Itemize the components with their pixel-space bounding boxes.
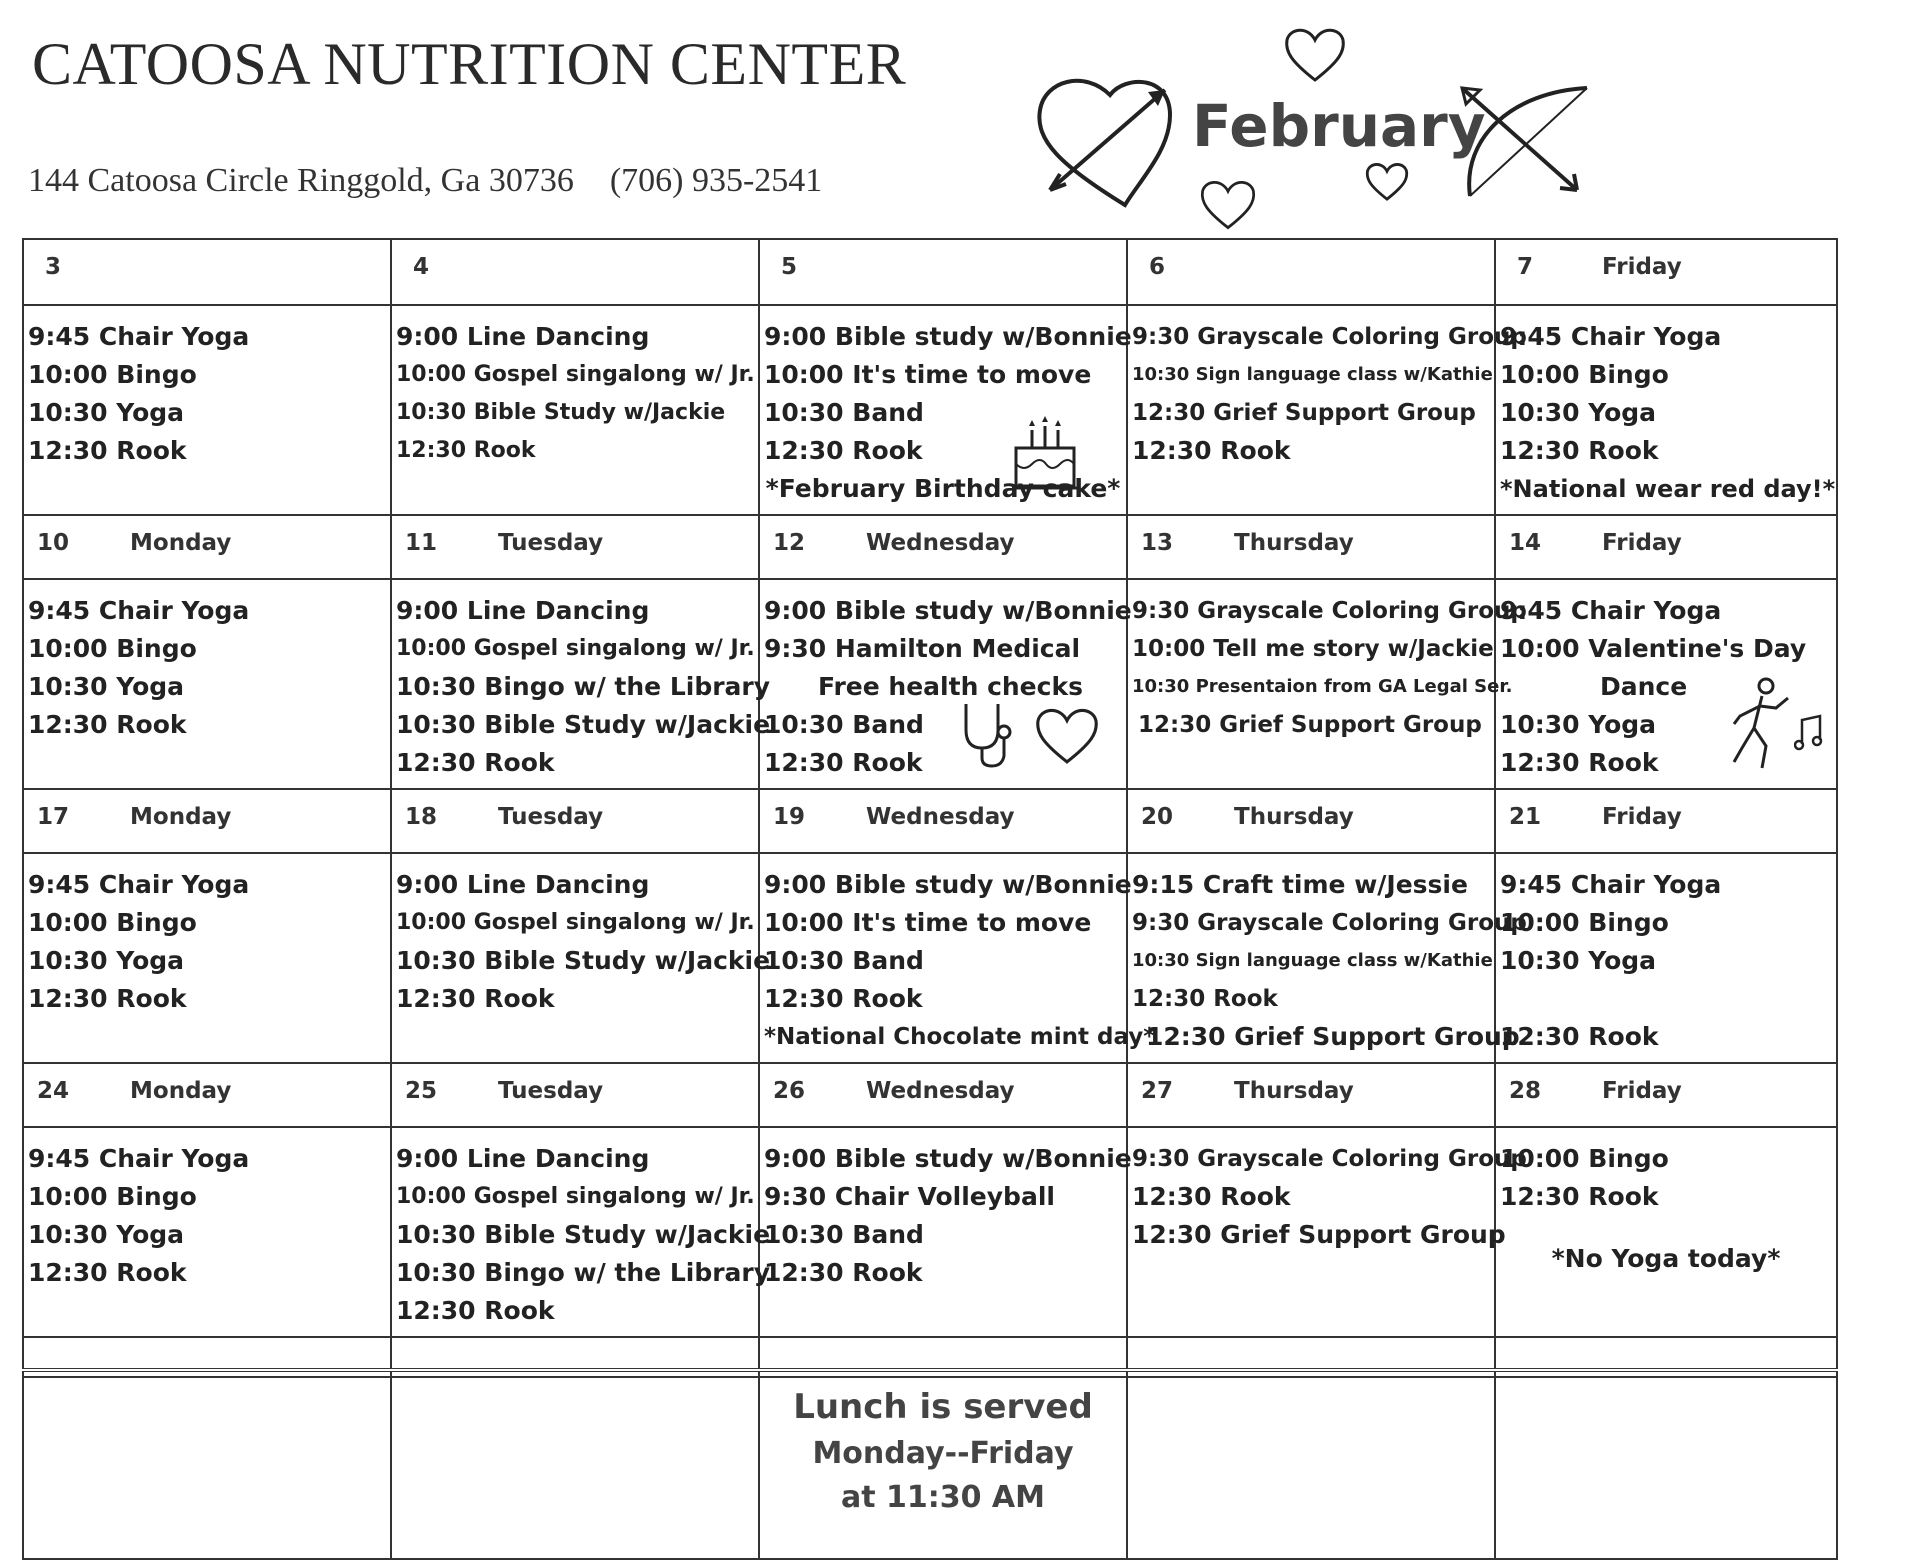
separator-row (23, 1370, 1837, 1377)
music-note-icon (1794, 714, 1824, 754)
week-header-row (23, 1063, 1837, 1127)
activity: 9:00 Bible study w/Bonnie (764, 1144, 1132, 1173)
heart-icon (1364, 160, 1410, 202)
activity: 10:30 Yoga (28, 946, 185, 975)
activity: 10:30 Band (764, 398, 924, 427)
heart-icon (1282, 24, 1348, 84)
activity: 12:30 Grief Support Group (1146, 1022, 1520, 1051)
blank-row (23, 1337, 1837, 1370)
activity: 12:30 Rook (1500, 748, 1659, 777)
day-header: 3 (23, 239, 391, 305)
day-header: 17 Monday (23, 789, 391, 853)
activity: 10:00 It's time to move (764, 908, 1092, 937)
day-header: 5 (759, 239, 1127, 305)
activity (1500, 1216, 1832, 1240)
activity: 10:30 Bingo w/ the Library (396, 1258, 771, 1287)
activity: 9:30 Hamilton Medical (764, 634, 1081, 663)
activity: 9:15 Craft time w/Jessie (1132, 870, 1468, 899)
activity: 12:30 Rook (764, 984, 923, 1013)
activity: 10:00 Bingo (1500, 1144, 1669, 1173)
bow-arrow-icon (1452, 78, 1602, 208)
day-note: *February Birthday cake* (765, 474, 1121, 503)
activity: 10:30 Bible Study w/Jackie (396, 400, 726, 425)
activity: 12:30 Rook (28, 436, 187, 465)
activity: 10:30 Sign language class w/Kathie (1132, 950, 1493, 971)
lunch-days: Monday--Friday (812, 1436, 1074, 1471)
activity: 9:30 Grayscale Coloring Group (1132, 598, 1527, 624)
activity: 10:30 Band (764, 1220, 924, 1249)
activity: 10:30 Band (764, 710, 924, 739)
day-header: 10 Monday (23, 515, 391, 579)
day-cell (759, 305, 1132, 515)
empty-cell (391, 1337, 759, 1370)
activity: 10:00 Tell me story w/Jackie (1132, 636, 1494, 662)
activity: Free health checks (818, 672, 1083, 701)
day-header: 12 Wednesday (759, 515, 1127, 579)
activity: 10:00 Bingo (28, 1182, 197, 1211)
week-header-row (23, 789, 1837, 853)
day-cell (23, 853, 391, 1063)
activity: 12:30 Rook (764, 1258, 923, 1287)
activity: 12:30 Rook (28, 984, 187, 1013)
activity: 9:45 Chair Yoga (1500, 596, 1722, 625)
activity: 12:30 Grief Support Group (1138, 712, 1482, 738)
empty-cell (1127, 1377, 1495, 1559)
heart-icon (1198, 176, 1258, 232)
lunch-time: at 11:30 AM (840, 1480, 1046, 1515)
activity: 12:30 Rook (396, 748, 555, 777)
activity: 9:45 Chair Yoga (28, 1144, 250, 1173)
day-cell (1495, 305, 1837, 515)
activity: 12:30 Rook (1500, 1022, 1659, 1051)
day-header: 20 Thursday (1127, 789, 1495, 853)
activity: 9:30 Grayscale Coloring Group (1132, 910, 1527, 936)
activity: 10:30 Band (764, 946, 924, 975)
activity: 9:00 Line Dancing (396, 870, 650, 899)
week-activities-row (23, 305, 1837, 515)
day-header: 28 Friday (1495, 1063, 1837, 1127)
activity: 10:00 Bingo (1500, 908, 1669, 937)
day-header: 24 Monday (23, 1063, 391, 1127)
lunch-cell (759, 1377, 1127, 1559)
activity: 10:00 Gospel singalong w/ Jr. (396, 362, 755, 387)
day-header: 13 Thursday (1127, 515, 1495, 579)
activity: 10:00 It's time to move (764, 360, 1092, 389)
activity: 10:30 Bible Study w/Jackie (396, 710, 771, 739)
activity: Dance (1600, 672, 1688, 701)
activity: 10:30 Yoga (28, 398, 185, 427)
activity: 10:00 Gospel singalong w/ Jr. (396, 636, 755, 661)
day-cell (1495, 853, 1837, 1063)
activity: 12:30 Rook (28, 710, 187, 739)
day-cell (1127, 305, 1527, 515)
day-cell (1495, 579, 1837, 789)
lunch-heading: Lunch is served (793, 1387, 1093, 1427)
activity: 12:30 Rook (396, 438, 536, 463)
day-header: 14 Friday (1495, 515, 1837, 579)
day-cell (391, 579, 771, 789)
activity: 10:00 Valentine's Day (1500, 634, 1807, 663)
activity: 12:30 Rook (1132, 986, 1278, 1012)
empty-cell (1127, 1337, 1495, 1370)
calendar-grid (22, 238, 1838, 1560)
street-address: 144 Catoosa Circle Ringgold, Ga 30736 (28, 162, 574, 199)
month-title: February (1192, 92, 1486, 160)
empty-cell (23, 1337, 391, 1370)
empty-cell (391, 1377, 759, 1559)
dancer-icon (1732, 676, 1792, 772)
week-activities-row (23, 1127, 1837, 1337)
day-cell (1127, 853, 1527, 1063)
day-cell (391, 305, 759, 515)
activity: 12:30 Rook (1500, 436, 1659, 465)
activity: 12:30 Rook (1500, 1182, 1659, 1211)
stethoscope-icon (960, 700, 1016, 770)
activity: 12:30 Rook (1132, 436, 1291, 465)
activity: 9:45 Chair Yoga (1500, 322, 1722, 351)
day-header: 25 Tuesday (391, 1063, 759, 1127)
day-header: 11 Tuesday (391, 515, 759, 579)
activity: 9:30 Chair Volleyball (764, 1182, 1055, 1211)
day-cell (391, 853, 771, 1063)
phone-number: (706) 935-2541 (609, 162, 823, 199)
day-cell (23, 305, 391, 515)
activity: 9:30 Grayscale Coloring Group (1132, 324, 1527, 350)
day-note: *National Chocolate mint day* (764, 1024, 1156, 1050)
day-cell (759, 853, 1156, 1063)
activity: 10:30 Yoga (1500, 710, 1657, 739)
week-header-row (23, 239, 1837, 305)
activity: 12:30 Grief Support Group (1132, 1220, 1506, 1249)
day-header: 6 (1127, 239, 1495, 305)
day-cell (759, 579, 1132, 789)
activity: 9:30 Grayscale Coloring Group (1132, 1146, 1527, 1172)
activity: 9:00 Line Dancing (396, 596, 650, 625)
day-header: 26 Wednesday (759, 1063, 1127, 1127)
activity: 9:45 Chair Yoga (28, 596, 250, 625)
activity: 12:30 Rook (1132, 1182, 1291, 1211)
day-cell (1127, 1127, 1527, 1337)
activity: 12:30 Rook (396, 984, 555, 1013)
activity (1500, 980, 1832, 1018)
activity: 10:30 Presentaion from GA Legal Ser. (1132, 676, 1513, 697)
day-cell (391, 1127, 771, 1337)
activity: 12:30 Rook (764, 748, 923, 777)
activity: 10:00 Bingo (28, 634, 197, 663)
activity: 10:00 Bingo (28, 908, 197, 937)
activity: 12:30 Rook (396, 1296, 555, 1325)
activity: 10:00 Gospel singalong w/ Jr. (396, 1184, 755, 1209)
day-cell (23, 579, 391, 789)
day-cell (1127, 579, 1527, 789)
day-note: *National wear red day!* (1500, 475, 1836, 503)
day-note: *No Yoga today* (1551, 1244, 1781, 1273)
birthday-cake-icon (1010, 414, 1080, 492)
empty-cell (1495, 1377, 1837, 1559)
activity: 10:30 Sign language class w/Kathie (1132, 364, 1493, 385)
activity: 9:00 Bible study w/Bonnie (764, 322, 1132, 351)
activity: 10:00 Bingo (1500, 360, 1669, 389)
week-activities-row (23, 579, 1837, 789)
day-cell (759, 1127, 1132, 1337)
day-header: 21 Friday (1495, 789, 1837, 853)
day-cell (23, 1127, 391, 1337)
empty-cell (1495, 1337, 1837, 1370)
activity: 9:00 Line Dancing (396, 322, 650, 351)
activity: 10:30 Yoga (1500, 946, 1657, 975)
week-activities-row (23, 853, 1837, 1063)
activity: 10:30 Bingo w/ the Library (396, 672, 771, 701)
activity: 9:00 Bible study w/Bonnie (764, 870, 1132, 899)
week-header-row (23, 515, 1837, 579)
activity: 10:00 Bingo (28, 360, 197, 389)
empty-cell (759, 1337, 1127, 1370)
day-header: 18 Tuesday (391, 789, 759, 853)
activity: 10:30 Yoga (1500, 398, 1657, 427)
day-header: 19 Wednesday (759, 789, 1127, 853)
activity: 10:30 Yoga (28, 672, 185, 701)
empty-cell (23, 1377, 391, 1559)
activity: 9:00 Line Dancing (396, 1144, 650, 1173)
day-header: 7 Friday (1495, 239, 1837, 305)
activity: 9:45 Chair Yoga (1500, 870, 1722, 899)
lunch-row (23, 1377, 1837, 1559)
day-header: 4 (391, 239, 759, 305)
day-cell (1495, 1127, 1837, 1337)
activity: 10:30 Bible Study w/Jackie (396, 1220, 771, 1249)
activity: 12:30 Rook (28, 1258, 187, 1287)
activity: 12:30 Grief Support Group (1132, 400, 1476, 426)
activity: 10:30 Bible Study w/Jackie (396, 946, 771, 975)
activity: 10:30 Yoga (28, 1220, 185, 1249)
activity: 12:30 Rook (764, 436, 923, 465)
day-header: 27 Thursday (1127, 1063, 1495, 1127)
heart-icon (1032, 704, 1102, 766)
activity: 9:45 Chair Yoga (28, 322, 250, 351)
center-address (28, 162, 822, 200)
activity: 9:45 Chair Yoga (28, 870, 250, 899)
activity: 10:00 Gospel singalong w/ Jr. (396, 910, 755, 935)
center-title: CATOOSA NUTRITION CENTER (32, 31, 907, 97)
activity: 9:00 Bible study w/Bonnie (764, 596, 1132, 625)
